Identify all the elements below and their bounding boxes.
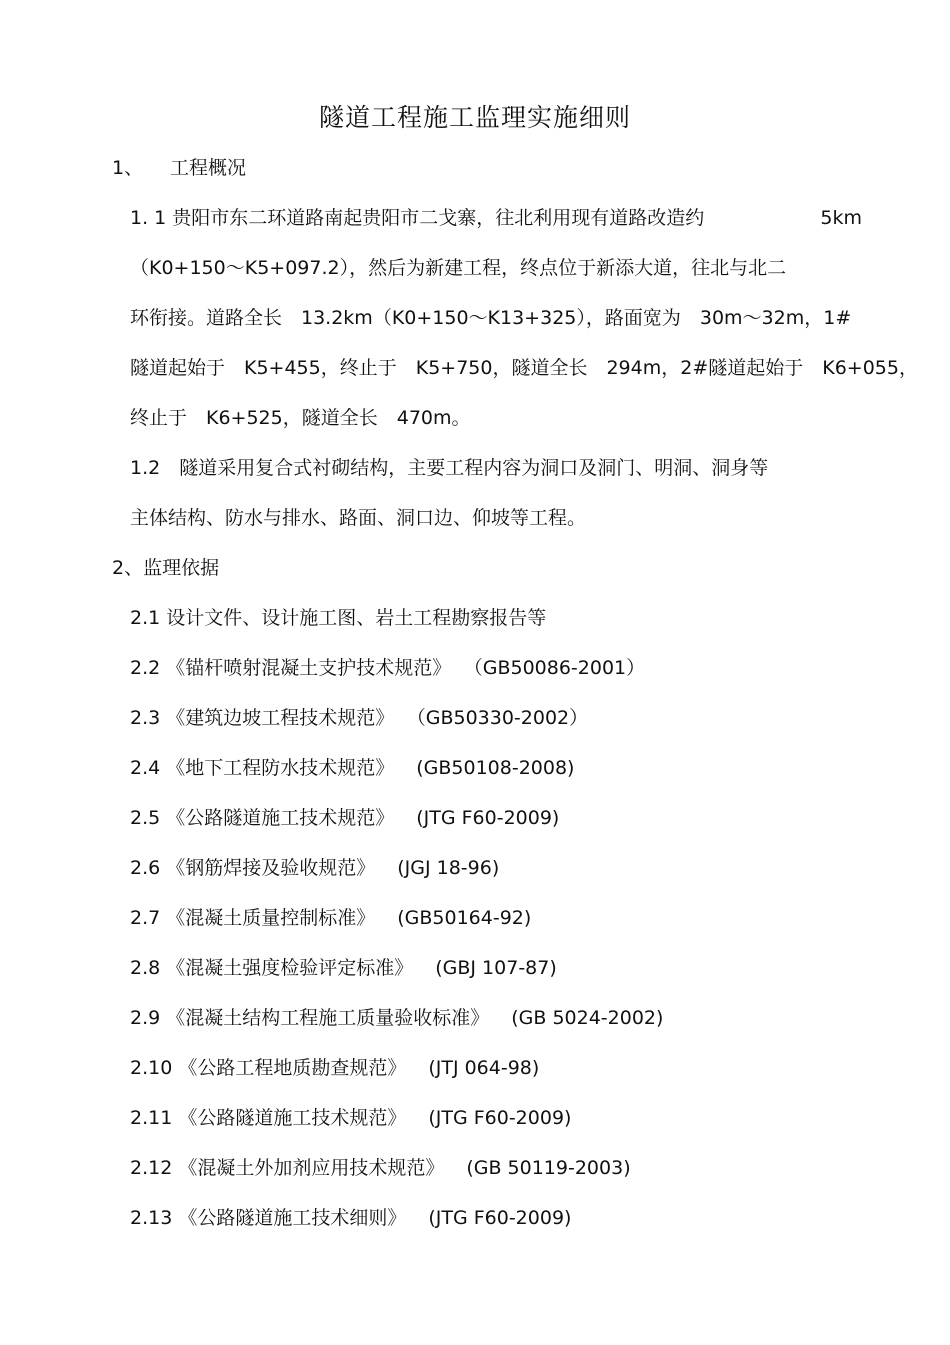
reference-item — [130, 1056, 539, 1080]
reference-item — [130, 1206, 571, 1230]
reference-code: (JTG F60-2009) — [428, 1207, 572, 1229]
reference-item — [130, 1006, 663, 1030]
para-1-1-line-1: 1. 1 贵阳市东二环道路南起贵阳市二戈寨，往北利用现有道路改造约 — [130, 207, 705, 229]
reference-code: (GB 50119-2003) — [466, 1157, 631, 1179]
reference-item — [130, 806, 559, 830]
para-1-1-line-2: （K0+150～K5+097.2），然后为新建工程，终点位于新添大道，往北与北二 — [130, 257, 787, 279]
reference-code: (JGJ 18-96) — [397, 857, 500, 879]
reference-code: (GBJ 107-87) — [435, 957, 557, 979]
reference-number: 2.3 — [130, 707, 161, 729]
reference-number: 2.4 — [130, 757, 161, 779]
reference-code: (GB50108-2008) — [416, 757, 575, 779]
reference-title: 《混凝土质量控制标准》 — [166, 907, 376, 929]
reference-title: 《混凝土强度检验评定标准》 — [166, 957, 414, 979]
reference-title: 设计文件、设计施工图、岩土工程勘察报告等 — [166, 607, 547, 629]
reference-title: 《混凝土外加剂应用技术规范》 — [178, 1157, 445, 1179]
reference-number: 2.6 — [130, 857, 161, 879]
para-1-1-line-5: 终止于 K6+525，隧道全长 470m。 — [130, 407, 471, 429]
reference-item — [130, 906, 531, 930]
section-1-title: 工程概况 — [170, 157, 247, 179]
section-1-number: 1、 — [112, 157, 144, 179]
reference-title: 《混凝土结构工程施工质量验收标准》 — [166, 1007, 490, 1029]
reference-item — [130, 856, 499, 880]
para-1-1-line-3: 环衔接。道路全长 13.2km（K0+150～K13+325），路面宽为 30m～32m，1# — [130, 307, 852, 329]
reference-code: (JTG F60-2009) — [428, 1107, 572, 1129]
reference-number: 2.5 — [130, 807, 161, 829]
section-2-heading: 2、监理依据 — [112, 557, 220, 579]
para-1-1-line-4: 隧道起始于 K5+455，终止于 K5+750，隧道全长 294m，2#隧道起始于 K6+055， — [130, 357, 918, 379]
reference-number: 2.8 — [130, 957, 161, 979]
reference-code: (JTG F60-2009) — [416, 807, 560, 829]
reference-item — [130, 606, 546, 630]
reference-title: 《地下工程防水技术规范》 — [166, 757, 395, 779]
reference-code: (GB50164-92) — [397, 907, 532, 929]
reference-code: (GB 5024-2002) — [511, 1007, 664, 1029]
document-title: 隧道工程施工监理实施细则 — [318, 103, 631, 132]
reference-number: 2.1 — [130, 607, 161, 629]
reference-title: 《锚杆喷射混凝土支护技术规范》 — [166, 657, 452, 679]
reference-title: 《公路工程地质勘查规范》 — [178, 1057, 407, 1079]
para-1-2-line-1: 1.2 隧道采用复合式衬砌结构，主要工程内容为洞口及洞门、明洞、洞身等 — [130, 457, 769, 479]
reference-title: 《公路隧道施工技术规范》 — [178, 1107, 407, 1129]
reference-item — [130, 956, 557, 980]
reference-number: 2.2 — [130, 657, 161, 679]
reference-item — [130, 706, 588, 730]
para-1-1-line-1-end: 5km — [820, 207, 862, 229]
reference-code: (JTJ 064-98) — [428, 1057, 540, 1079]
reference-item — [130, 656, 645, 680]
reference-number: 2.13 — [130, 1207, 173, 1229]
para-1-2-line-2: 主体结构、防水与排水、路面、洞口边、仰坡等工程。 — [130, 507, 587, 529]
reference-title: 《公路隧道施工技术规范》 — [166, 807, 395, 829]
reference-number: 2.12 — [130, 1157, 173, 1179]
reference-number: 2.11 — [130, 1107, 173, 1129]
reference-number: 2.7 — [130, 907, 161, 929]
reference-title: 《公路隧道施工技术细则》 — [178, 1207, 407, 1229]
reference-item — [130, 1106, 571, 1130]
reference-item — [130, 756, 574, 780]
reference-title: 《钢筋焊接及验收规范》 — [166, 857, 376, 879]
reference-title: 《建筑边坡工程技术规范》 — [166, 707, 395, 729]
reference-code: （GB50330-2002） — [416, 707, 589, 729]
reference-number: 2.9 — [130, 1007, 161, 1029]
section-1-heading — [112, 156, 246, 180]
reference-code: （GB50086-2001） — [473, 657, 646, 679]
reference-number: 2.10 — [130, 1057, 173, 1079]
reference-item — [130, 1156, 631, 1180]
